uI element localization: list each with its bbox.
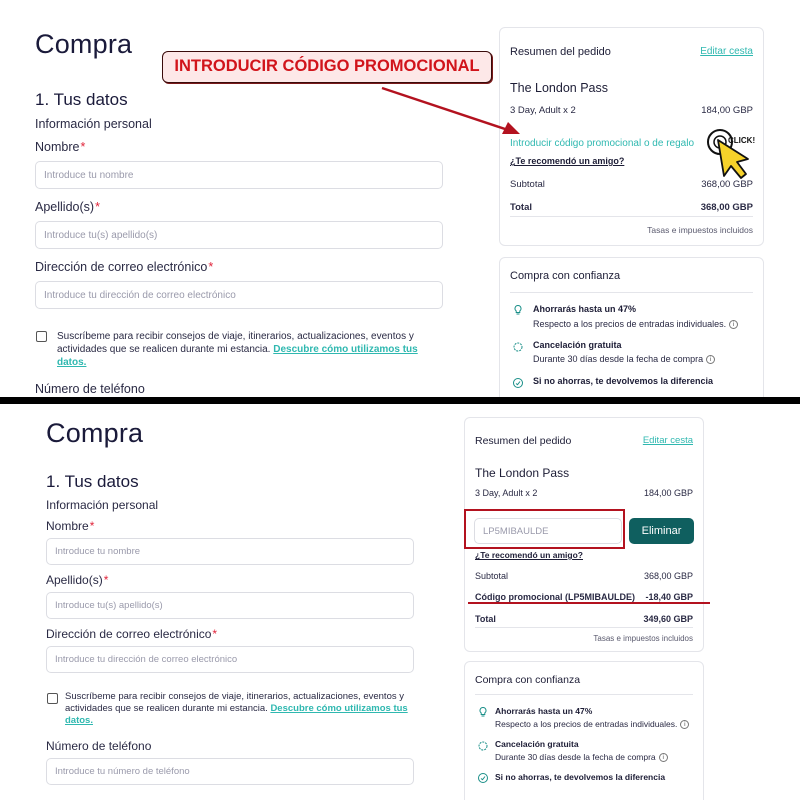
annotation-arrow <box>370 80 530 140</box>
lightbulb-icon <box>512 304 524 316</box>
feature-refund-title: Si no ahorras, te devolvemos la diferencia <box>495 772 666 782</box>
email-input[interactable]: Introduce tu dirección de correo electrónico <box>35 281 443 309</box>
email-input[interactable]: Introduce tu dirección de correo electrónico <box>46 646 414 673</box>
total-label: Total <box>510 202 532 213</box>
subtotal-value: 368,00 GBP <box>701 179 753 190</box>
feature-refund-title: Si no ahorras, te devolvemos la diferencia <box>533 376 714 386</box>
subtotal-value: 368,00 GBP <box>643 571 693 581</box>
surname-label: Apellido(s)* <box>46 573 109 587</box>
data-usage-link-cont[interactable]: datos. <box>65 715 93 726</box>
feature-savings-title: Ahorrarás hasta un 47% <box>533 304 637 314</box>
data-usage-link[interactable]: Descubre cómo utilizamos tus <box>270 703 408 714</box>
edit-cart-link[interactable]: Editar cesta <box>700 46 753 57</box>
total-value: 349,60 GBP <box>643 614 693 624</box>
promo-line-underline <box>468 602 710 604</box>
subtotal-label: Subtotal <box>510 179 545 190</box>
trust-title: Compra con confianza <box>475 674 581 686</box>
info-icon[interactable]: i <box>659 753 668 762</box>
name-label: Nombre* <box>35 140 86 154</box>
trust-title: Compra con confianza <box>510 270 621 282</box>
phone-label: Número de teléfono <box>46 739 152 753</box>
product-name: The London Pass <box>475 466 570 480</box>
taxes-note: Tasas e impuestos incluidos <box>593 634 693 643</box>
email-label: Dirección de correo electrónico* <box>35 260 214 274</box>
phone-input[interactable]: Introduce tu número de teléfono <box>46 758 414 785</box>
subscribe-checkbox[interactable] <box>47 693 58 704</box>
subscribe-text: Suscríbeme para recibir consejos de viaje, itinerarios, actualizaciones, eventos y actividades que se realicen durante mi estancia. Descubre cómo utilizamos tus datos. <box>57 331 418 368</box>
promo-code-callout: INTRODUCIR CÓDIGO PROMOCIONAL <box>162 51 492 83</box>
feature-savings-sub: Respecto a los precios de entradas individuales. i <box>533 319 738 329</box>
section-title: 1. Tus datos <box>46 472 139 491</box>
name-input[interactable]: Introduce tu nombre <box>46 538 414 565</box>
badge-icon <box>512 341 524 353</box>
required-mark: * <box>103 573 109 587</box>
phone-label: Número de teléfono <box>35 382 145 396</box>
edit-cart-link[interactable]: Editar cesta <box>642 435 693 446</box>
email-label: Dirección de correo electrónico* <box>46 627 218 641</box>
feature-cancel-sub: Durante 30 días desde la fecha de compra i <box>495 752 668 762</box>
promo-input-highlight <box>464 509 625 549</box>
referral-link[interactable]: ¿Te recomendó un amigo? <box>475 550 583 560</box>
top-screenshot <box>0 0 800 397</box>
summary-title: Resumen del pedido <box>475 435 572 447</box>
product-line: 3 Day, Adult x 2 <box>510 105 576 116</box>
personal-info-heading: Información personal <box>35 117 152 131</box>
required-mark: * <box>95 200 100 214</box>
promo-discount-value: -18,40 GBP <box>645 592 693 602</box>
promo-code-input[interactable]: LP5MIBAULDE <box>474 518 622 544</box>
total-value: 368,00 GBP <box>700 202 753 213</box>
badge-icon <box>477 740 489 752</box>
refund-icon <box>477 772 489 784</box>
refund-icon <box>512 377 524 389</box>
feature-savings-title: Ahorrarás hasta un 47% <box>495 706 593 716</box>
feature-cancel-title: Cancelación gratuita <box>495 739 579 749</box>
divider <box>475 627 693 628</box>
remove-promo-button[interactable]: Eliminar <box>629 518 694 544</box>
lightbulb-icon <box>477 706 489 718</box>
data-usage-link[interactable]: Descubre cómo utilizamos tus <box>273 344 418 355</box>
data-usage-link-cont[interactable]: datos. <box>57 357 87 368</box>
feature-savings-sub: Respecto a los precios de entradas individuales. i <box>495 719 689 729</box>
page-title: Compra <box>46 418 144 448</box>
product-name: The London Pass <box>510 81 608 95</box>
info-icon[interactable]: i <box>729 320 738 329</box>
promo-code-label: Código promocional (LP5MIBAULDE) <box>475 592 635 602</box>
required-mark: * <box>212 627 218 641</box>
summary-title: Resumen del pedido <box>510 46 611 58</box>
trust-card <box>499 257 764 397</box>
surname-input[interactable]: Introduce tu(s) apellido(s) <box>46 592 414 619</box>
page-title: Compra <box>35 29 133 59</box>
trust-card <box>464 661 704 800</box>
subscribe-text: Suscríbeme para recibir consejos de viaje, itinerarios, actualizaciones, eventos y actividades que se realicen durante mi estancia. Descubre cómo utilizamos tus datos. <box>65 691 408 726</box>
name-label: Nombre* <box>46 519 95 533</box>
required-mark: * <box>89 519 95 533</box>
taxes-note: Tasas e impuestos incluidos <box>647 225 753 235</box>
subtotal-label: Subtotal <box>475 571 509 581</box>
click-label: CLICK! <box>728 136 756 145</box>
bottom-screenshot <box>0 404 800 800</box>
product-line-price: 184,00 GBP <box>643 488 693 498</box>
divider <box>510 216 753 217</box>
promo-code-link[interactable]: Introducir código promocional o de regalo <box>510 138 694 149</box>
referral-link[interactable]: ¿Te recomendó un amigo? <box>510 156 625 166</box>
required-mark: * <box>208 260 214 274</box>
surname-input[interactable]: Introduce tu(s) apellido(s) <box>35 221 443 249</box>
subscribe-checkbox[interactable] <box>36 331 47 342</box>
click-cursor-icon <box>702 124 764 182</box>
feature-cancel-title: Cancelación gratuita <box>533 340 622 350</box>
product-line-price: 184,00 GBP <box>701 105 753 116</box>
info-icon[interactable]: i <box>680 720 689 729</box>
required-mark: * <box>80 140 86 154</box>
panel-separator <box>0 397 800 404</box>
info-icon[interactable]: i <box>706 355 715 364</box>
product-line: 3 Day, Adult x 2 <box>475 488 538 498</box>
total-label: Total <box>475 614 496 624</box>
divider <box>510 292 753 293</box>
section-title: 1. Tus datos <box>35 90 128 109</box>
personal-info-heading: Información personal <box>46 498 159 512</box>
name-input[interactable]: Introduce tu nombre <box>35 161 443 189</box>
feature-cancel-sub: Durante 30 días desde la fecha de compra i <box>533 354 715 364</box>
surname-label: Apellido(s)* <box>35 200 100 214</box>
divider <box>475 694 693 695</box>
